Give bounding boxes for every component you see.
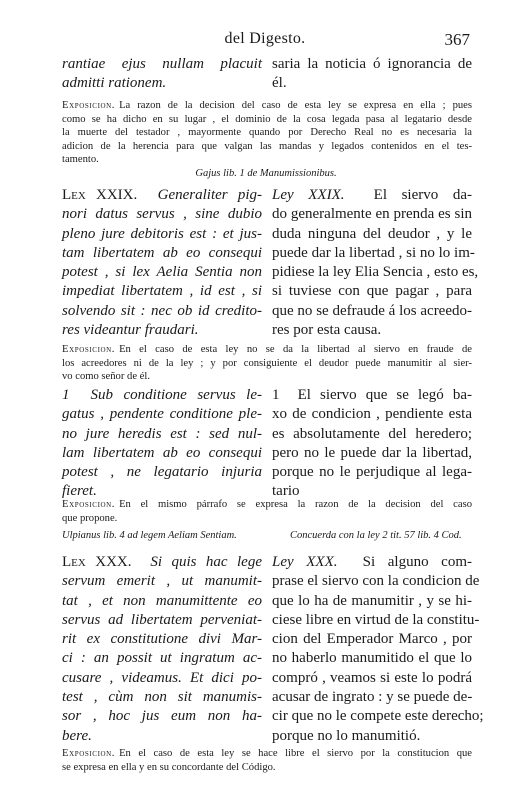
latin-line: lam libertatem ab eo consequi bbox=[62, 444, 262, 461]
spanish-column bbox=[272, 186, 479, 340]
law-30 bbox=[62, 553, 484, 746]
latin-column bbox=[62, 186, 262, 340]
exposicion-label: Exposicion. bbox=[62, 100, 116, 111]
exposicion-line: se expresa en ella y en su concordante del Código. bbox=[62, 761, 276, 773]
page-header bbox=[60, 30, 470, 52]
exposicion-line: La razon de la decision del caso de esta ley se expresa en ella ; pues bbox=[119, 100, 472, 111]
latin-line: test , cùm non sit manumis- bbox=[62, 689, 262, 706]
spanish-line: es absolutamente del heredero; bbox=[272, 425, 472, 442]
latin-line: res videantur fraudari. bbox=[62, 322, 199, 339]
law-29 bbox=[62, 186, 479, 340]
latin-line: no jure heredis est : sed nul- bbox=[62, 425, 262, 442]
latin-line: rit ex constitutione divi Mar- bbox=[62, 631, 262, 648]
section-number: 1 bbox=[272, 387, 280, 403]
spanish-line: acusar de ingrato : y se puede de- bbox=[272, 689, 473, 706]
exposicion-line: que propone. bbox=[62, 512, 118, 524]
source-citation-left: Ulpianus lib. 4 ad legem Aeliam Sentiam. bbox=[62, 530, 237, 541]
latin-line: rantiae ejus nullam placuit bbox=[62, 56, 262, 72]
section-number: 1 bbox=[62, 387, 70, 403]
spanish-column bbox=[272, 386, 472, 502]
spanish-line: ciese libre en virtud de la constitu- bbox=[272, 611, 480, 628]
latin-column bbox=[62, 55, 262, 94]
latin-line: pleno jure debitoris est : et jus- bbox=[62, 225, 262, 242]
spanish-line: duda ninguna del deudor , y le bbox=[272, 225, 472, 242]
spanish-line: do generalmente en prenda es sin bbox=[272, 206, 472, 223]
spanish-line: prase el siervo con la condicion de bbox=[272, 573, 480, 590]
spanish-line: tario bbox=[272, 483, 300, 500]
spanish-line: puede dar la libertad , si no lo im- bbox=[272, 244, 475, 261]
latin-line: solvendo sit : nec ob id credito- bbox=[62, 302, 262, 319]
latin-line: potest , ne legatario injuria bbox=[62, 464, 262, 481]
latin-line: cusare , videamus. Et dici po- bbox=[62, 669, 262, 686]
page-number: 367 bbox=[444, 30, 470, 49]
spanish-line: que lo ha de manumitir , y se hi- bbox=[272, 592, 472, 609]
latin-line: bere. bbox=[62, 727, 92, 744]
spanish-line: cir que no le compete este derecho; bbox=[272, 708, 484, 725]
exposicion-line: vo como señor de él. bbox=[62, 371, 150, 383]
spanish-line: xo de condicion , pendiente esta bbox=[272, 406, 472, 423]
spanish-line: pero no le puede dar la libertad, bbox=[272, 444, 472, 461]
latin-line: Si quis hac lege bbox=[150, 554, 263, 570]
latin-line: gatus , pendente conditione ple- bbox=[62, 406, 262, 423]
spanish-line: porque no lo manumitió. bbox=[272, 727, 421, 744]
spanish-line: él. bbox=[272, 75, 287, 92]
exposicion-line: como se ha dicho en su lugar , el dominio de la cosa legada pasa al legatario desde bbox=[62, 113, 472, 125]
latin-line: tat , et non manumittente eo bbox=[62, 592, 262, 609]
spanish-column bbox=[272, 55, 472, 94]
spanish-column bbox=[272, 553, 484, 746]
latin-line: tam libertatem ab eo consequi bbox=[62, 244, 262, 261]
latin-column bbox=[62, 553, 262, 746]
exposicion-line: adicion de la herencia para que valgan las mandas y legados contenidos en el tes- bbox=[62, 140, 472, 152]
spanish-line: porque no le perjudique al lega- bbox=[272, 464, 472, 481]
law-heading-spanish: Ley XXX. bbox=[272, 554, 338, 570]
exposicion-line: En el mismo párrafo se expresa la razon de la decision del caso bbox=[119, 499, 472, 510]
spanish-line: si tuviese con que pagar , para bbox=[272, 283, 472, 300]
latin-line: servum emerit , ut manumit- bbox=[62, 573, 262, 590]
latin-line: ci : an possit ut ingratum ac- bbox=[62, 650, 262, 667]
spanish-line: saria la noticia ó ignorancia de bbox=[272, 56, 472, 72]
law-heading-latin: Lex XXIX. bbox=[62, 187, 138, 203]
law-heading-spanish: Ley XXIX. bbox=[272, 187, 345, 203]
exposicion-paragraph bbox=[62, 99, 472, 167]
latin-line: impediat libertatem , id est , si bbox=[62, 283, 262, 300]
spanish-line: cion del Emperador Marco , por bbox=[272, 631, 472, 648]
spanish-line: Si alguno com- bbox=[362, 554, 473, 570]
latin-line: servus ad libertatem perveniat- bbox=[62, 611, 262, 628]
spanish-line: res por esta causa. bbox=[272, 322, 382, 339]
spanish-line: compró , veamos si este lo podrá bbox=[272, 669, 472, 686]
source-citation: Gajus lib. 1 de Manumissionibus. bbox=[195, 168, 337, 179]
exposicion-label: Exposicion. bbox=[62, 748, 116, 759]
exposicion-paragraph bbox=[62, 498, 472, 525]
latin-column bbox=[62, 386, 262, 502]
latin-line: potest , si lex Aelia Sentia non bbox=[62, 264, 262, 281]
latin-line: sor , hoc jus eum non ha- bbox=[62, 708, 262, 725]
latin-line: Sub conditione servus le- bbox=[90, 387, 263, 403]
exposicion-label: Exposicion. bbox=[62, 499, 116, 510]
exposicion-line: la muerte del testador , mayormente quando por Derecho Real no es necesaria la bbox=[62, 127, 472, 139]
running-title: del Digesto. bbox=[224, 30, 306, 47]
exposicion-paragraph bbox=[62, 747, 472, 774]
exposicion-line: los acreedores ni de la ley ; y por consiguiente el deudor puede manumitir al sier- bbox=[62, 357, 472, 369]
law-29-section-1 bbox=[62, 386, 472, 502]
continuation-block bbox=[62, 55, 472, 94]
spanish-line: no haberlo manumitido el que lo bbox=[272, 650, 472, 667]
source-citation-right: Concuerda con la ley 2 tit. 57 lib. 4 Cod. bbox=[290, 530, 462, 541]
latin-line: Generaliter pig- bbox=[157, 187, 262, 203]
spanish-line: pidiese la ley Elia Sencia , esto es, bbox=[272, 264, 479, 281]
spanish-line: El siervo da- bbox=[373, 187, 472, 203]
exposicion-label: Exposicion. bbox=[62, 344, 116, 355]
law-heading-latin: Lex XXX. bbox=[62, 554, 132, 570]
spanish-line: que no se defraude á los acreedo- bbox=[272, 302, 472, 319]
exposicion-line: En el caso de esta ley se hace libre el siervo por la constitucion que bbox=[119, 748, 472, 759]
latin-line: nori datus servus , sine dubio bbox=[62, 206, 262, 223]
exposicion-line: tamento. bbox=[62, 154, 99, 166]
latin-line: admitti rationem. bbox=[62, 75, 167, 92]
latin-line: fieret. bbox=[62, 483, 97, 500]
spanish-line: El siervo que se legó ba- bbox=[297, 387, 472, 403]
exposicion-line: En el caso de esta ley no se da la libertad al siervo en fraude de bbox=[119, 344, 472, 355]
exposicion-paragraph bbox=[62, 343, 472, 384]
